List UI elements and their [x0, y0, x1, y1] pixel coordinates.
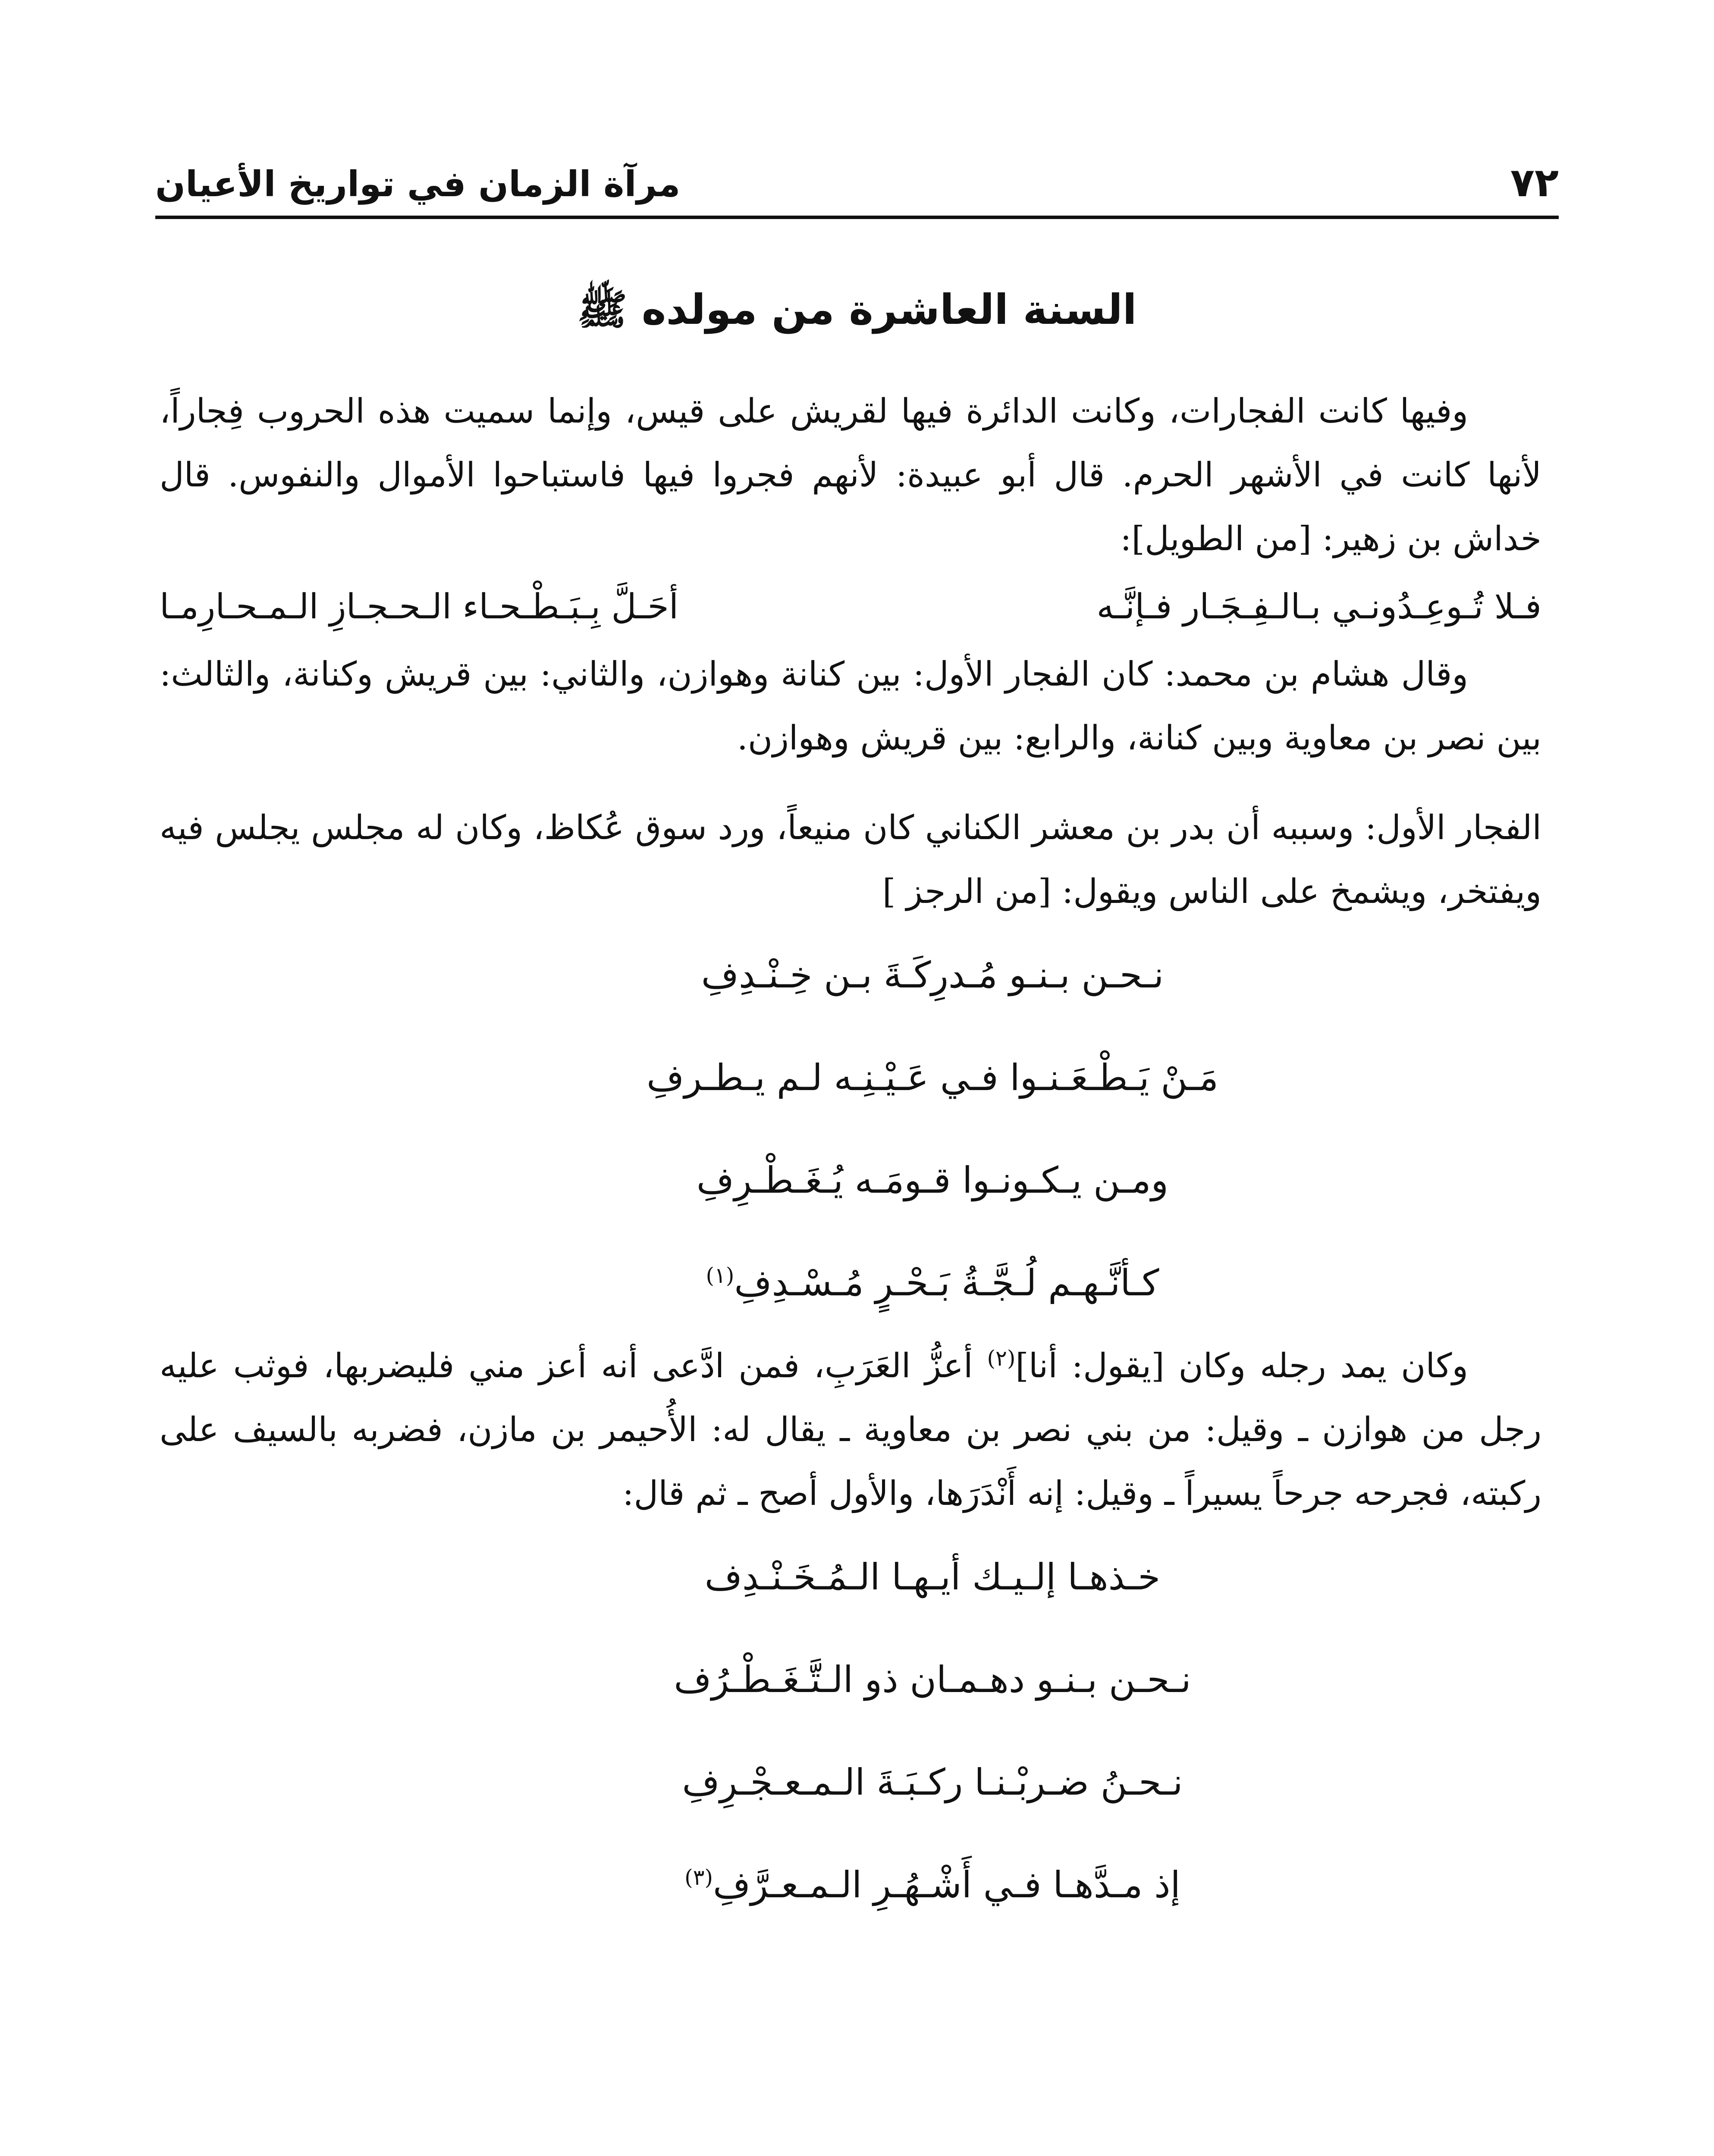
- spacer: [160, 770, 1541, 796]
- paragraph-2: وقال هشام بن محمد: كان الفجار الأول: بين كنانة وهوازن، والثاني: بين قريش وكنانة، والثالث: بين نصر بن معاوية وبين كنانة، والرابع: بين قريش وهوازن.: [160, 655, 1541, 758]
- paragraph-4-start: وكان يمد رجله وكان [يقول: أنا]: [1015, 1347, 1468, 1385]
- paragraph-1: وفيها كانت الفجارات، وكانت الدائرة فيها لقريش على قيس، وإنما سميت هذه الحروب فِجاراً، لأنها كانت في الأشهر الحرم. قال أبو عبيدة: لأنهم فجروا فيها فاستباحوا الأموال والنفوس. قال خداش بن زهير: [من الطويل]:: [160, 392, 1541, 558]
- rajaz-verse-text: كـأنَّـهـم لُـجَّـةُ بَـحْـرٍ مُـسْـدِفِ: [734, 1262, 1159, 1304]
- running-title: مرآة الزمان في تواريخ الأعيان: [155, 164, 681, 205]
- rajaz-verse: ومـن يـكـونـوا قـومَـه يُـغَـطْـرِفِ: [696, 1159, 1169, 1201]
- paragraph-3: الفجار الأول: وسببه أن بدر بن معشر الكناني كان منيعاً، ورد سوق عُكاظ، وكان له مجلس يجلس فيه ويفتخر، ويشمخ على الناس ويقول: [من الرجز ]: [160, 808, 1541, 911]
- rajaz-verse-last: [160, 1833, 1541, 1936]
- rajaz-verse: مَـنْ يَـطْـعَـنـوا فـي عَـيْـنِـه لـم يـطـرفِ: [647, 1056, 1218, 1099]
- footnote-marker: (١): [706, 1263, 735, 1288]
- running-header: [155, 147, 1559, 219]
- page-number: ٧٢: [1510, 160, 1559, 206]
- rajaz-verse: نـحـن بـنـو مُـدرِكَـةَ بـن خِـنْـدِفِ: [701, 954, 1164, 996]
- verse-hemistich-second: أحَـلَّ بِـبَـطْـحـاء الـحـجـازِ الـمـحـارِمـا: [160, 586, 679, 627]
- rajaz-verse: نـحـنُ ضـربْـنـا ركـبَـةَ الـمـعـجْـرِفِ: [682, 1761, 1183, 1803]
- rajaz-verse-text: إذ مـدَّهـا فـي أَشْـهُـرِ الـمـعـرَّفِ: [713, 1864, 1180, 1906]
- verse-line: [160, 574, 1541, 639]
- rajaz-verse: نـحـن بـنـو دهـمـان ذو الـتَّـغَـطْـرُف: [674, 1658, 1191, 1701]
- body-text: [160, 379, 1541, 1936]
- verse-hemistich-first: فـلا تُـوعِـدُونـي بـالـفِـجَـار فـإنَّـه: [1096, 586, 1541, 627]
- paragraph-4: [160, 1334, 1541, 1526]
- section-heading: السنة العاشرة من مولده ﷺ: [577, 285, 1137, 334]
- footnote-marker: (٣): [684, 1865, 713, 1890]
- paragraph-4-rest: أعزُّ العَرَبِ، فمن ادَّعى أنه أعز مني فليضربها، فوثب عليه رجل من هوازن ـ وقيل: من بني نصر بن معاوية ـ يقال له: الأُحيمر بن مازن، فضربه بالسيف على ركبته، فجرحه جرحاً يسيراً ـ وقيل: إنه أَنْدَرَها، والأول أصح ـ ثم قال:: [160, 1347, 1541, 1513]
- rajaz-verse-last: [160, 1232, 1541, 1334]
- footnote-marker: (٢): [987, 1346, 1016, 1371]
- rajaz-verse: خـذهـا إلـيـك أيـهـا الـمُـخَـنْـدِف: [704, 1556, 1161, 1598]
